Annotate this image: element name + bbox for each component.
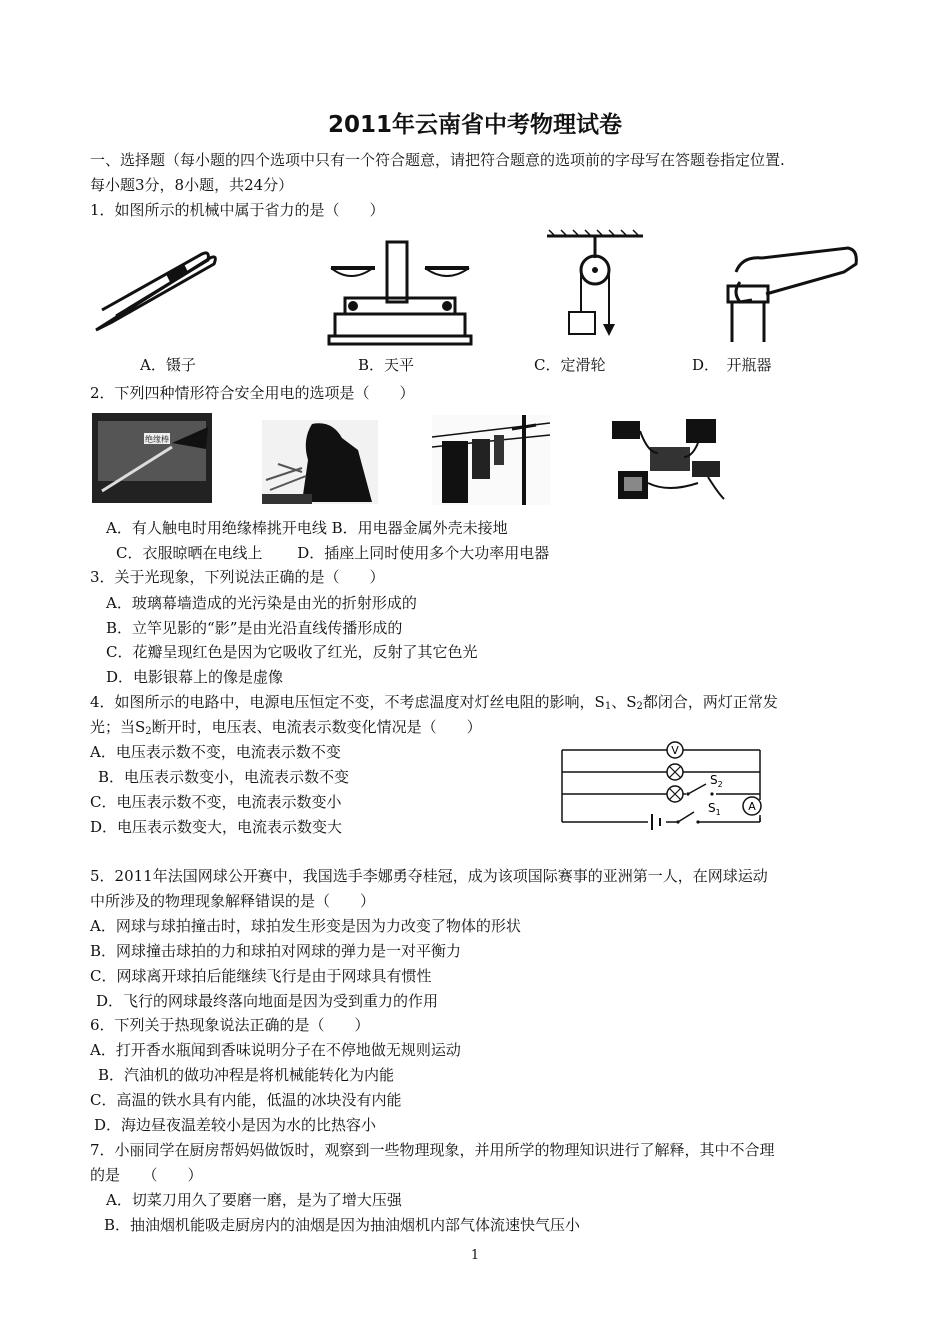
overloaded-socket-photo bbox=[608, 413, 730, 507]
q4-s1-subscript: 1 bbox=[604, 701, 612, 712]
switch-s2-label: $S_2$ bbox=[710, 773, 723, 789]
q1-label-c: C．定滑轮 bbox=[534, 356, 606, 374]
switch-s1-symbol bbox=[678, 812, 694, 822]
section-instructions-line1: 一、选择题（每小题的四个选项中只有一个符合题意，请把符合题意的选项前的字母写在答题卷指定位置. bbox=[90, 151, 785, 169]
q7-option-a: A．切菜刀用久了要磨一磨，是为了增大压强 bbox=[106, 1191, 402, 1209]
q5-stem-line1: 5．2011年法国网球公开赛中，我国选手李娜勇夺桂冠，成为该项国际赛事的亚洲第一人，在网球运动 bbox=[90, 867, 768, 885]
q1-stem: 1．如图所示的机械中属于省力的是（ ） bbox=[90, 201, 385, 219]
q4-s2-subscript: 2 bbox=[636, 701, 643, 712]
q4-stem-part5: 断开时，电压表、电流表示数变化情况是（ ） bbox=[151, 718, 482, 736]
q2-options-line2: C．衣服晾晒在电线上 D．插座上同时使用多个大功率用电器 bbox=[116, 544, 550, 562]
q3-option-a: A．玻璃幕墙造成的光污染是由光的折射形成的 bbox=[106, 594, 417, 612]
voltmeter-label: V bbox=[671, 744, 679, 757]
q5-option-b: B．网球撞击球拍的力和球拍对网球的弹力是一对平衡力 bbox=[90, 942, 462, 960]
q4-option-b: B．电压表示数变小，电流表示数不变 bbox=[98, 768, 350, 786]
q2-options-line1: A．有人触电时用绝缘棒挑开电线 B．用电器金属外壳未接地 bbox=[106, 519, 508, 537]
q4-option-c: C．电压表示数不变，电流表示数变小 bbox=[90, 793, 342, 811]
clothes-on-power-line-photo bbox=[432, 415, 550, 505]
q4-option-a: A．电压表示数不变，电流表示数不变 bbox=[90, 743, 341, 761]
q4-stem-part2: 、S bbox=[611, 693, 637, 711]
ammeter-label: A bbox=[748, 800, 756, 813]
appliance-not-grounded-photo bbox=[262, 420, 378, 504]
q1-label-d: D． 开瓶器 bbox=[692, 356, 772, 374]
page-number: 1 bbox=[470, 1248, 480, 1263]
insulated-rod-sign-text: 绝缘棒 bbox=[145, 435, 169, 444]
q5-option-a: A．网球与球拍撞击时，球拍发生形变是因为力改变了物体的形状 bbox=[90, 917, 521, 935]
q7-option-b: B．抽油烟机能吸走厨房内的油烟是因为抽油烟机内部气体流速快气压小 bbox=[104, 1216, 581, 1234]
q5-option-d: D．飞行的网球最终落向地面是因为受到重力的作用 bbox=[96, 992, 439, 1010]
q4-option-d: D．电压表示数变大，电流表示数变大 bbox=[90, 818, 343, 836]
q6-stem: 6．下列关于热现象说法正确的是（ ） bbox=[90, 1016, 370, 1034]
q2-stem: 2．下列四种情形符合安全用电的选项是（ ） bbox=[90, 384, 415, 402]
circuit-diagram bbox=[560, 740, 775, 830]
q1-label-a: A．镊子 bbox=[140, 356, 196, 374]
fixed-pulley-figure bbox=[545, 228, 645, 343]
q4-stem-line2 bbox=[90, 717, 482, 737]
q4-stem-part4: 光；当S bbox=[90, 718, 146, 736]
q1-label-b: B．天平 bbox=[358, 356, 415, 374]
tweezers-figure bbox=[92, 240, 222, 340]
page-title: 2011年云南省中考物理试卷 bbox=[327, 112, 622, 138]
bottle-opener-figure bbox=[722, 242, 862, 347]
q5-option-c: C．网球离开球拍后能继续飞行是由于网球具有惯性 bbox=[90, 967, 432, 985]
q6-option-a: A．打开香水瓶闻到香味说明分子在不停地做无规则运动 bbox=[90, 1041, 461, 1059]
section-instructions-line2: 每小题3分，8小题，共24分） bbox=[90, 176, 294, 194]
q6-option-d: D．海边昼夜温差较小是因为水的比热容小 bbox=[94, 1116, 377, 1134]
q6-option-b: B．汽油机的做功冲程是将机械能转化为内能 bbox=[98, 1066, 395, 1084]
q4-stem-line1 bbox=[90, 692, 778, 712]
q5-stem-line2: 中所涉及的物理现象解释错误的是（ ） bbox=[90, 892, 376, 910]
q6-option-c: C．高温的铁水具有内能，低温的冰块没有内能 bbox=[90, 1091, 402, 1109]
q4-s2-subscript-2: 2 bbox=[145, 726, 152, 737]
q4-stem-part3: 都闭合，两灯正常发 bbox=[642, 693, 778, 711]
q3-option-b: B．立竿见影的“影”是由光沿直线传播形成的 bbox=[106, 619, 403, 637]
q3-stem: 3．关于光现象，下列说法正确的是（ ） bbox=[90, 568, 385, 586]
q3-option-d: D．电影银幕上的像是虚像 bbox=[106, 668, 284, 686]
q7-stem-line2: 的是 （ ） bbox=[90, 1166, 203, 1184]
switch-s1-label: $S_1$ bbox=[708, 801, 721, 817]
insulated-rod-photo bbox=[92, 413, 212, 503]
q7-stem-line1: 7．小丽同学在厨房帮妈妈做饭时，观察到一些物理现象，并用所学的物理知识进行了解释，其中不合理 bbox=[90, 1141, 775, 1159]
q4-stem-part1: 4．如图所示的电路中，电源电压恒定不变，不考虑温度对灯丝电阻的影响，S bbox=[90, 693, 605, 711]
q3-option-c: C．花瓣呈现红色是因为它吸收了红光，反射了其它色光 bbox=[106, 643, 478, 661]
balance-scale-figure bbox=[325, 238, 475, 348]
